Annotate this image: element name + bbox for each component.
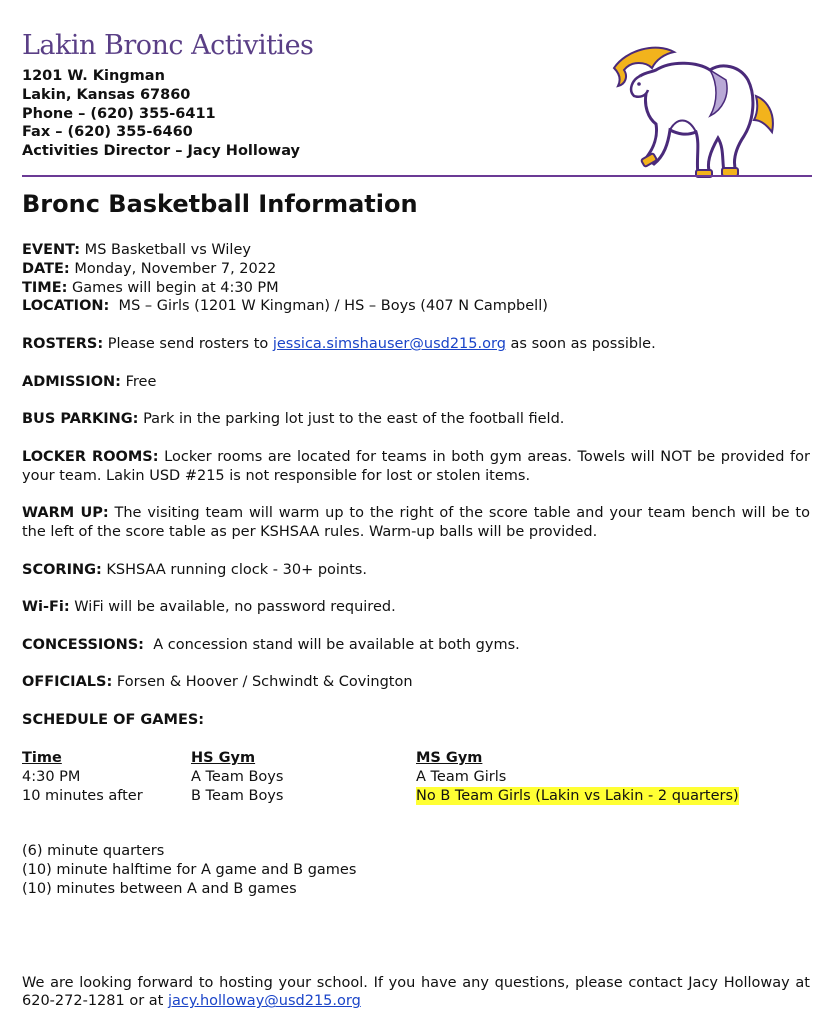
concessions-line (22, 636, 810, 655)
org-title: Lakin Bronc Activities (22, 30, 314, 61)
date-line (22, 260, 810, 279)
schedule-row-1-hs: A Team Boys (191, 768, 284, 785)
schedule-header-time: Time (22, 749, 62, 766)
note-quarters: (6) minute quarters (22, 843, 165, 860)
schedule-header-hs-gym: HS Gym (191, 749, 256, 766)
admission-line (22, 373, 810, 392)
wifi-label: Wi-Fi: (22, 599, 70, 616)
bus-parking-label: BUS PARKING: (22, 411, 139, 428)
officials-label: OFFICIALS: (22, 674, 113, 691)
admission-label: ADMISSION: (22, 373, 121, 390)
rosters-text: Please send rosters to (103, 335, 273, 352)
address-street: 1201 W. Kingman (22, 68, 165, 84)
scoring-label: SCORING: (22, 561, 102, 578)
time-label: TIME: (22, 279, 68, 296)
address-city: Lakin, Kansas 67860 (22, 86, 191, 103)
wifi-line (22, 598, 810, 617)
warm-up-paragraph (22, 504, 810, 542)
rosters-label: ROSTERS: (22, 335, 104, 352)
address-fax: Fax – (620) 355-6460 (22, 124, 193, 141)
address-block (22, 67, 300, 161)
officials-line (22, 673, 810, 692)
time-line (22, 279, 810, 298)
address-phone: Phone – (620) 355-6411 (22, 105, 216, 122)
scoring-value: KSHSAA running clock - 30+ points. (101, 561, 367, 578)
schedule-row-1-ms: A Team Girls (416, 768, 507, 785)
concessions-value: A concession stand will be available at both gyms. (143, 636, 520, 653)
page-title: Bronc Basketball Information (22, 190, 418, 218)
address-director: Activities Director – Jacy Holloway (22, 143, 300, 160)
event-line (22, 241, 810, 260)
note-halftime: (10) minute halftime for A game and B games (22, 861, 357, 878)
time-value: Games will begin at 4:30 PM (67, 279, 279, 296)
rosters-text-end: as soon as possible. (505, 335, 656, 352)
wifi-value: WiFi will be available, no password required. (69, 599, 396, 616)
rosters-email-link[interactable]: jessica.simshauser@usd215.org (272, 335, 506, 352)
schedule-row-2-hs: B Team Boys (191, 787, 284, 804)
schedule-header-ms-gym: MS Gym (416, 749, 483, 766)
schedule-row-1-time: 4:30 PM (22, 768, 81, 785)
locker-rooms-value: Locker rooms are located for teams in both gym areas. Towels will NOT be provided for your team. Lakin USD #215 is not responsible for lost or stolen items. (22, 448, 810, 484)
schedule-row-2-time: 10 minutes after (22, 787, 143, 804)
locker-rooms-paragraph (22, 448, 810, 486)
scoring-line (22, 561, 810, 580)
event-label: EVENT: (22, 242, 81, 258)
date-value: Monday, November 7, 2022 (69, 260, 277, 277)
schedule-table (22, 749, 810, 805)
date-label: DATE: (22, 260, 70, 277)
warm-up-value: The visiting team will warm up to the right of the score table and your team bench will be to the left of the score table as per KSHSAA rules. Warm-up balls will be provided. (22, 505, 810, 540)
officials-value: Forsen & Hoover / Schwindt & Covington (112, 674, 413, 691)
location-label: LOCATION: (22, 298, 110, 315)
warm-up-label: WARM UP: (22, 505, 109, 522)
rosters-line (22, 335, 810, 354)
note-between-games: (10) minutes between A and B games (22, 880, 297, 897)
location-line (22, 297, 810, 316)
event-value: MS Basketball vs Wiley (80, 242, 251, 258)
schedule-row-2-ms-highlighted: No B Team Girls (Lakin vs Lakin - 2 quarters) (416, 787, 739, 804)
director-email-link[interactable]: jacy.holloway@usd215.org (167, 993, 361, 1010)
concessions-label: CONCESSIONS: (22, 636, 144, 653)
letterhead (22, 30, 812, 180)
locker-rooms-label: LOCKER ROOMS: (22, 448, 159, 465)
location-value: MS – Girls (1201 W Kingman) / HS – Boys (407 N Campbell) (109, 298, 548, 315)
schedule-heading (22, 711, 810, 730)
closing-paragraph (22, 974, 810, 1012)
bus-parking-line (22, 410, 810, 429)
header-divider (22, 175, 812, 177)
bus-parking-value: Park in the parking lot just to the east of the football field. (138, 411, 565, 428)
document-body (22, 241, 810, 1011)
schedule-label: SCHEDULE OF GAMES: (22, 711, 205, 728)
closing-text: We are looking forward to hosting your school. If you have any questions, please contact Jacy Holloway at 620-272-1281 or at (22, 974, 810, 1010)
bronco-mascot-logo (606, 40, 778, 178)
admission-value: Free (120, 373, 157, 390)
